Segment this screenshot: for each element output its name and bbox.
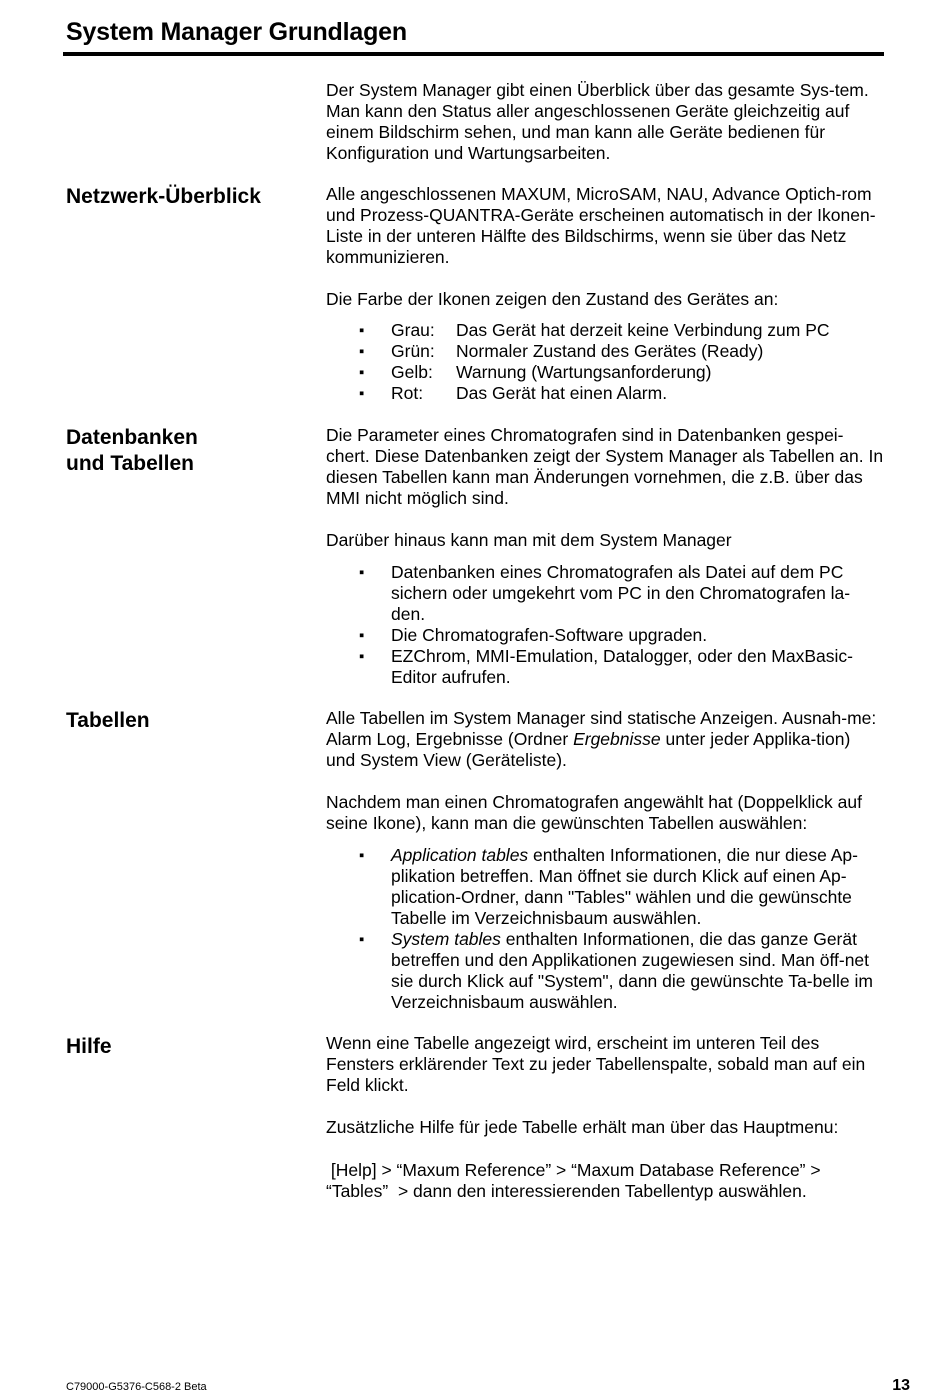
state-text: Normaler Zustand des Gerätes (Ready) [456,341,764,361]
list-item [326,929,884,1013]
list-item [326,383,884,404]
state-label: Grün: [391,341,435,361]
page-number: 13 [892,1377,910,1394]
tabellen-paragraph-2: Nachdem man einen Chromatografen angewählt hat (Doppelklick auf seine Ikone), kann man die gewünschten Tabellen auswählen: [326,792,862,833]
list-item: ▪ EZChrom, MMI-Emulation, Datalogger, oder den MaxBasic-Editor aufrufen. [326,646,884,688]
heading-line: und Tabellen [66,452,194,475]
state-text: Warnung (Wartungsanforderung) [456,362,712,382]
text-run: unter jeder Applika-tion) und System View (Geräteliste). [326,729,851,770]
list-item [326,845,884,929]
emphasis-text: Ergebnisse [573,729,661,749]
state-label: Grau: [391,320,435,340]
heading-datenbanken [66,425,198,477]
heading-netzwerk: Netzwerk-Überblick [66,185,261,208]
heading-tabellen: Tabellen [66,709,150,732]
list-item: ▪ Die Chromatografen-Software upgraden. [326,625,884,646]
heading-line: Datenbanken [66,426,198,449]
netzwerk-paragraph-1: Alle angeschlossenen MAXUM, MicroSAM, NAU, Advance Optich-rom und Prozess-QUANTRA-Geräte erscheinen automatisch in der Ikonen-Liste in der unteren Hälfte des Bildschirms, wenn sie über das Netz kommunizieren. [326,184,876,267]
tabellen-paragraph-1 [326,708,884,771]
hilfe-paragraph-2: Zusätzliche Hilfe für jede Tabelle erhält man über das Hauptmenu: [326,1117,839,1137]
text-run: enthalten Informationen, die das ganze Gerät betreffen und den Applikationen zugewiesen sind. Man öff-net sie durch Klick auf "System", dann die gewünschte Ta-belle im Verzeichnisbaum auswählen. [391,929,873,1012]
list-item [326,362,884,383]
intro-paragraph: Der System Manager gibt einen Überblick über das gesamte Sys-tem. Man kann den Status aller angeschlossenen Geräte gleichzeitig auf einem Bildschirm sehen, und man kann alle Geräte bedienen für Konfiguration und Wartungsarbeiten. [326,80,869,163]
list-item [326,341,884,362]
datenbanken-paragraph-1: Die Parameter eines Chromatografen sind in Datenbanken gespei-chert. Diese Datenbanken zeigt der System Manager als Tabellen an. In diesen Tabellen kann man Änderungen vornehmen, die z.B. über das MMI nicht möglich sind. [326,425,884,508]
text-run: enthalten Informationen, die nur diese Ap-plikation betreffen. Man öffnet sie durch Klick auf einen Ap-plication-Ordner, dann "Tables" wählen und die gewünschte Tabelle im Verzeichnisbaum auswählen. [391,845,858,928]
page-title: System Manager Grundlagen [66,18,407,46]
text-run: Alle Tabellen im System Manager sind statische Anzeigen. Ausnah-me: Alarm Log, Ergebnisse (Ordner [326,708,877,749]
list-item [326,320,884,341]
device-state-list [326,320,884,404]
state-label: Rot: [391,383,424,403]
emphasis-text: System tables [391,929,501,949]
hilfe-paragraph-1: Wenn eine Tabelle angezeigt wird, erscheint im unteren Teil des Fensters erklärender Text zu jeder Tabellenspalte, sobald man auf ein Feld klickt. [326,1033,866,1095]
title-rule [63,52,884,56]
heading-hilfe: Hilfe [66,1035,112,1058]
netzwerk-paragraph-2: Die Farbe der Ikonen zeigen den Zustand des Gerätes an: [326,289,779,309]
list-item: ▪ Datenbanken eines Chromatografen als Datei auf dem PC sichern oder umgekehrt vom PC in den Chromatografen la-den. [326,562,884,625]
emphasis-text: Application tables [391,845,529,865]
state-label: Gelb: [391,362,433,382]
datenbanken-paragraph-2: Darüber hinaus kann man mit dem System Manager [326,530,732,550]
state-text: Das Gerät hat einen Alarm. [456,383,668,403]
table-types-list [326,845,884,1013]
hilfe-menu-path: [Help] > “Maxum Reference” > “Maxum Database Reference” > “Tables” > dann den interessierenden Tabellentyp auswählen. [326,1160,826,1201]
state-text: Das Gerät hat derzeit keine Verbindung zum PC [456,320,830,340]
system-manager-capabilities-list [326,562,884,688]
document-id: C79000-G5376-C568-2 Beta [66,1381,207,1393]
